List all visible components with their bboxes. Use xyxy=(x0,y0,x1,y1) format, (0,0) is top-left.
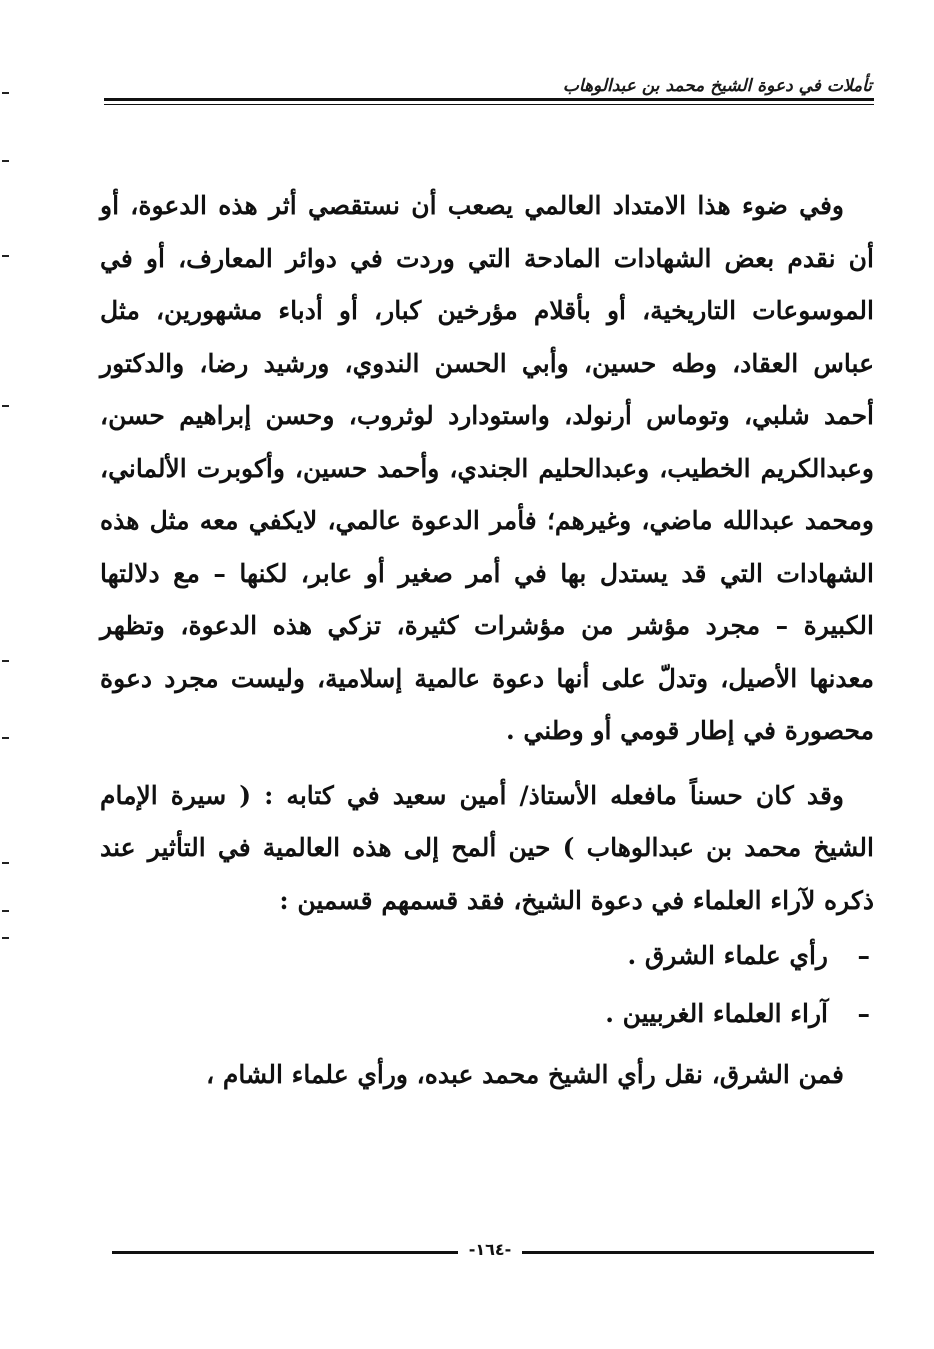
margin-tick xyxy=(2,255,9,257)
list-item xyxy=(100,927,874,985)
body-text xyxy=(100,180,874,1127)
page-number: -١٦٤- xyxy=(468,1240,512,1259)
list-item xyxy=(100,985,874,1043)
footer-rule-left xyxy=(112,1251,458,1254)
margin-tick xyxy=(2,910,9,912)
page-footer xyxy=(112,1240,874,1264)
margin-tick xyxy=(2,937,9,939)
margin-tick xyxy=(2,660,9,662)
list-bullet: – xyxy=(857,999,870,1028)
paragraph-3: فمن الشرق، نقل رأي الشيخ محمد عبده، ورأي علماء الشام ، xyxy=(206,1060,844,1089)
paragraph-1: وفي ضوء هذا الامتداد العالمي يصعب أن نستقصي أثر هذه الدعوة، أو أن نقدم بعض الشهادات المادحة التي وردت في دوائر المعارف، أو في الموسوعات التاريخية، أو بأقلام مؤرخين كبار، أو أدباء مشهورين، مثل عباس العقاد، وطه حسين، وأبي الحسن الندوي، ورشيد رضا، والدكتور أحمد شلبي، وتوماس أرنولد، واستودارد لوثروب، وحسن إبراهيم حسن، وعبدالكريم الخطيب، وعبدالحليم الجندي، وأحمد حسين، وأكوبرت الألماني، ومحمد عبدالله ماضي، وغيرهم؛ فأمر الدعوة عالمي، لايكفي معه مثل هذه الشهادات التي قد يستدل بها في أمر صغير أو عابر، لكنها – مع دلالتها الكبيرة – مجرد مؤشر من مؤشرات كثيرة، تزكي هذه الدعوة، وتظهر معدنها الأصيل، وتدلّ على أنها دعوة عالمية إسلامية، وليست مجرد دعوة محصورة في إطار قومي أو وطني . xyxy=(100,191,874,745)
list-item-text: رأي علماء الشرق . xyxy=(627,941,828,970)
header-rule-thin xyxy=(104,104,874,105)
paragraph-2: وقد كان حسناً مافعله الأستاذ/ أمين سعيد في كتابه : ( سيرة الإمام الشيخ محمد بن عبدالوهاب ) حين ألمح إلى هذه العالمية في التأثير عند ذكره لآراء العلماء في دعوة الشيخ، فقد قسمهم قسمين : xyxy=(100,780,874,915)
list-bullet: – xyxy=(857,941,870,970)
margin-tick xyxy=(2,92,9,94)
header-rule xyxy=(104,98,874,101)
running-header: تأملات في دعوة الشيخ محمد بن عبدالوهاب xyxy=(562,76,872,96)
footer-rule-right xyxy=(522,1251,874,1254)
margin-tick xyxy=(2,160,9,162)
margin-tick xyxy=(2,405,9,407)
margin-tick xyxy=(2,737,9,739)
opinion-list xyxy=(100,927,874,1043)
list-item-text: آراء العلماء الغربيين . xyxy=(605,999,828,1028)
margin-tick xyxy=(2,862,9,864)
